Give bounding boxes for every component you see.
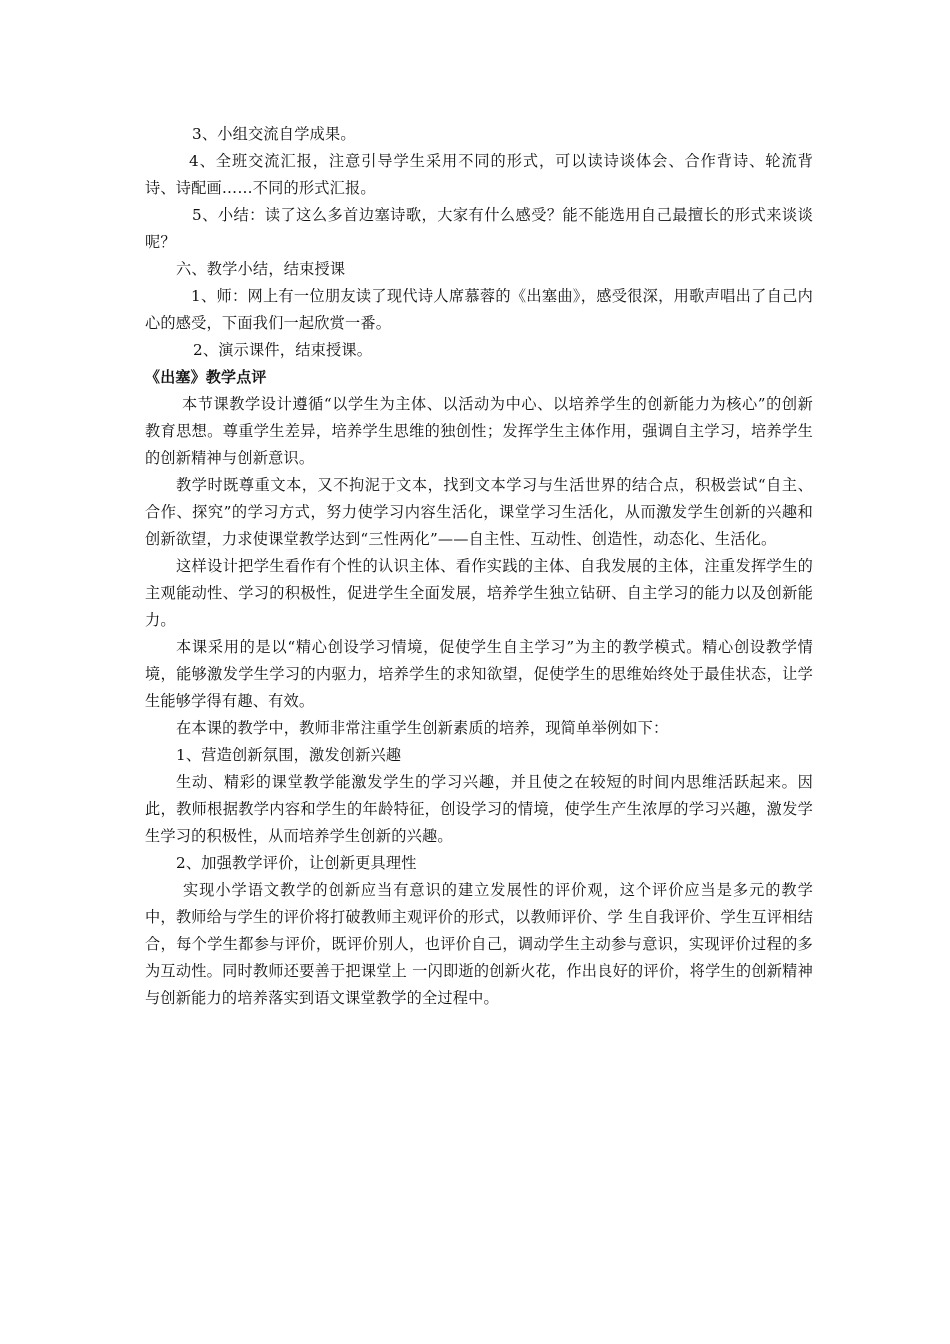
commentary-paragraph-5: 在本课的教学中，教师非常注重学生创新素质的培养，现简单举例如下： <box>176 719 669 737</box>
step-3-paragraph: 3、小组交流自学成果。 <box>192 125 356 143</box>
commentary-paragraph-3: 这样设计把学生看作有个性的认识主体、看作实践的主体、自我发展的主体，注重发挥学生的主观能动性、学习的积极性，促进学生全面发展，培养学生独立钻研、自主学习的能力以及创新能力。 <box>145 557 813 629</box>
section-six-item-2: 2、演示课件，结束授课。 <box>193 341 373 359</box>
commentary-paragraph-1: 本节课教学设计遵循“以学生为主体、以活动为中心、以培养学生的创新能力为核心”的创新教育思想。尊重学生差异，培养学生思维的独创性；发挥学生主体作用，强调自主学习，培养学生的创新精神与创新意识。 <box>145 395 813 467</box>
commentary-paragraph-7: 实现小学语文教学的创新应当有意识的建立发展性的评价观，这个评价应当是多元的教学中，教师给与学生的评价将打破教师主观评价的形式，以教师评价、学 生自我评价、学生互评相结合，每个学生都参与评价，既评价别人，也评价自己，调动学生主动参与意识，实现评价过程的多为互动性。同时教师还要善于把课堂上 一闪即逝的创新火花，作出良好的评价，将学生的创新精神与创新能力的培养落实到语文课堂教学的全过程中。 <box>145 881 813 1007</box>
commentary-title: 《出塞》教学点评 <box>145 368 267 386</box>
section-six-item-1: 1、师：网上有一位朋友读了现代诗人席慕蓉的《出塞曲》，感受很深，用歌声唱出了自己内心的感受，下面我们一起欣赏一番。 <box>145 287 813 332</box>
commentary-paragraph-4: 本课采用的是以“精心创设学习情境，促使学生自主学习”为主的教学模式。精心创设教学情境，能够激发学生学习的内驱力，培养学生的求知欲望，促使学生的思维始终处于最佳状态，让学生能够学得有趣、有效。 <box>145 638 813 710</box>
commentary-paragraph-6: 生动、精彩的课堂教学能激发学生的学习兴趣，并且使之在较短的时间内思维活跃起来。因此，教师根据教学内容和学生的年龄特征，创设学习的情境，使学生产生浓厚的学习兴趣，激发学生学习的积极性，从而培养学生创新的兴趣。 <box>145 773 813 845</box>
section-six-heading: 六、教学小结，结束授课 <box>176 260 346 278</box>
commentary-subheading-1: 1、营造创新氛围，激发创新兴趣 <box>176 746 402 764</box>
step-4-paragraph: 4、全班交流汇报，注意引导学生采用不同的形式，可以读诗谈体会、合作背诗、轮流背诗、诗配画……不同的形式汇报。 <box>145 152 813 197</box>
commentary-paragraph-2: 教学时既尊重文本，又不拘泥于文本，找到文本学习与生活世界的结合点，积极尝试“自主、合作、探究”的学习方式，努力使学习内容生活化，课堂学习生活化，从而激发学生创新的兴趣和创新欲望，力求使课堂教学达到“三性两化”——自主性、互动性、创造性，动态化、生活化。 <box>145 476 813 548</box>
document-body <box>145 121 813 1012</box>
step-5-paragraph: 5、小结：读了这么多首边塞诗歌，大家有什么感受？能不能选用自己最擅长的形式来谈谈呢？ <box>145 206 813 251</box>
commentary-subheading-2: 2、加强教学评价，让创新更具理性 <box>176 854 417 872</box>
